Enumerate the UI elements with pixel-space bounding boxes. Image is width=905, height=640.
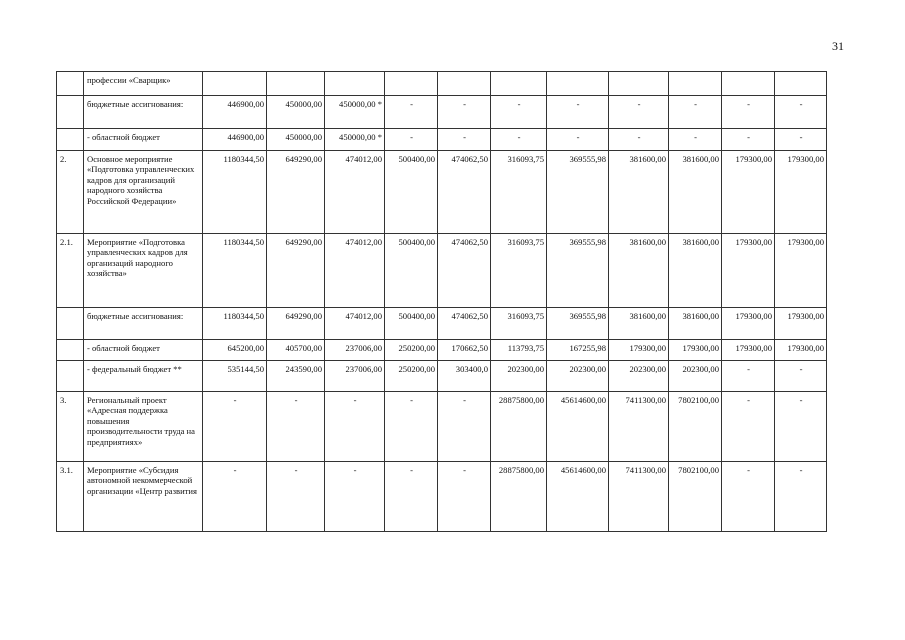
value-cell: -	[669, 129, 722, 151]
row-name-cell: профессии «Сварщик»	[84, 72, 203, 96]
value-cell: -	[267, 392, 325, 462]
value-cell	[669, 72, 722, 96]
value-cell	[547, 72, 609, 96]
value-cell: 446900,00	[203, 96, 267, 129]
value-cell: 113793,75	[491, 340, 547, 361]
value-cell: 369555,98	[547, 234, 609, 308]
value-cell: 45614600,00	[547, 462, 609, 532]
value-cell: 179300,00	[775, 234, 827, 308]
row-name-cell: бюджетные ассигнования:	[84, 96, 203, 129]
value-cell: 28875800,00	[491, 462, 547, 532]
row-number-cell	[57, 72, 84, 96]
value-cell: 179300,00	[775, 308, 827, 340]
value-cell: 1180344,50	[203, 234, 267, 308]
value-cell: 450000,00 *	[325, 129, 385, 151]
value-cell: 7802100,00	[669, 462, 722, 532]
value-cell: -	[385, 392, 438, 462]
value-cell	[267, 72, 325, 96]
value-cell: -	[491, 129, 547, 151]
row-number-cell: 3.	[57, 392, 84, 462]
value-cell: -	[547, 96, 609, 129]
table-row	[57, 340, 827, 361]
value-cell: 202300,00	[609, 361, 669, 392]
value-cell: 500400,00	[385, 308, 438, 340]
value-cell: -	[438, 96, 491, 129]
value-cell: 645200,00	[203, 340, 267, 361]
value-cell: 369555,98	[547, 151, 609, 234]
value-cell: -	[609, 129, 669, 151]
value-cell: 450000,00	[267, 129, 325, 151]
table-row	[57, 308, 827, 340]
value-cell: 405700,00	[267, 340, 325, 361]
value-cell: 167255,98	[547, 340, 609, 361]
value-cell: 237006,00	[325, 340, 385, 361]
value-cell: 535144,50	[203, 361, 267, 392]
value-cell: 179300,00	[722, 234, 775, 308]
table-row	[57, 462, 827, 532]
value-cell: -	[775, 129, 827, 151]
value-cell: 202300,00	[491, 361, 547, 392]
value-cell: 474062,50	[438, 308, 491, 340]
value-cell: 474012,00	[325, 308, 385, 340]
value-cell: 45614600,00	[547, 392, 609, 462]
value-cell	[325, 72, 385, 96]
value-cell: 179300,00	[722, 340, 775, 361]
row-name-cell: Основное мероприятие «Подготовка управленческих кадров для организаций народного хозяйства Российской Федерации»	[84, 151, 203, 234]
value-cell: 250200,00	[385, 340, 438, 361]
value-cell: 474012,00	[325, 151, 385, 234]
row-name-cell: бюджетные ассигнования:	[84, 308, 203, 340]
value-cell: 369555,98	[547, 308, 609, 340]
value-cell: 446900,00	[203, 129, 267, 151]
row-number-cell	[57, 129, 84, 151]
value-cell	[722, 72, 775, 96]
value-cell: -	[325, 462, 385, 532]
value-cell: 450000,00 *	[325, 96, 385, 129]
value-cell: -	[438, 392, 491, 462]
value-cell: 243590,00	[267, 361, 325, 392]
table-row	[57, 234, 827, 308]
row-name-cell: - областной бюджет	[84, 340, 203, 361]
value-cell: -	[203, 392, 267, 462]
value-cell: -	[722, 361, 775, 392]
value-cell	[203, 72, 267, 96]
value-cell: 179300,00	[722, 151, 775, 234]
budget-table	[56, 71, 827, 532]
value-cell: 381600,00	[609, 151, 669, 234]
value-cell: 179300,00	[722, 308, 775, 340]
value-cell: 179300,00	[669, 340, 722, 361]
value-cell: 28875800,00	[491, 392, 547, 462]
row-number-cell	[57, 308, 84, 340]
value-cell: -	[203, 462, 267, 532]
value-cell: -	[438, 129, 491, 151]
value-cell: 500400,00	[385, 151, 438, 234]
value-cell: 202300,00	[547, 361, 609, 392]
value-cell: 649290,00	[267, 234, 325, 308]
value-cell: 474062,50	[438, 151, 491, 234]
value-cell: 250200,00	[385, 361, 438, 392]
value-cell: 1180344,50	[203, 308, 267, 340]
page-number: 31	[832, 39, 844, 53]
value-cell: 7411300,00	[609, 462, 669, 532]
value-cell: 202300,00	[669, 361, 722, 392]
row-number-cell	[57, 361, 84, 392]
value-cell	[491, 72, 547, 96]
value-cell: 179300,00	[775, 151, 827, 234]
value-cell	[438, 72, 491, 96]
value-cell: -	[385, 129, 438, 151]
value-cell: 450000,00	[267, 96, 325, 129]
value-cell: 237006,00	[325, 361, 385, 392]
value-cell: 303400,0	[438, 361, 491, 392]
value-cell: 500400,00	[385, 234, 438, 308]
row-number-cell: 2.	[57, 151, 84, 234]
table-row	[57, 96, 827, 129]
value-cell: -	[438, 462, 491, 532]
value-cell: -	[491, 96, 547, 129]
value-cell	[775, 72, 827, 96]
value-cell	[609, 72, 669, 96]
value-cell: -	[385, 462, 438, 532]
row-name-cell: Мероприятие «Подготовка управленческих кадров для организаций народного хозяйства»	[84, 234, 203, 308]
value-cell: -	[267, 462, 325, 532]
value-cell: 179300,00	[775, 340, 827, 361]
value-cell: 381600,00	[669, 151, 722, 234]
table-row	[57, 129, 827, 151]
row-number-cell	[57, 340, 84, 361]
table-row	[57, 72, 827, 96]
row-name-cell: - областной бюджет	[84, 129, 203, 151]
row-number-cell: 2.1.	[57, 234, 84, 308]
value-cell: 7802100,00	[669, 392, 722, 462]
value-cell: 381600,00	[669, 234, 722, 308]
value-cell: -	[722, 129, 775, 151]
value-cell: -	[775, 392, 827, 462]
value-cell: 649290,00	[267, 151, 325, 234]
value-cell: -	[547, 129, 609, 151]
row-name-cell: - федеральный бюджет **	[84, 361, 203, 392]
value-cell: -	[609, 96, 669, 129]
value-cell: -	[325, 392, 385, 462]
value-cell: -	[775, 96, 827, 129]
value-cell: 316093,75	[491, 151, 547, 234]
table-row	[57, 392, 827, 462]
value-cell: -	[722, 96, 775, 129]
table-row	[57, 151, 827, 234]
value-cell: 316093,75	[491, 234, 547, 308]
value-cell: 179300,00	[609, 340, 669, 361]
value-cell: -	[669, 96, 722, 129]
row-name-cell: Мероприятие «Субсидия автономной некоммерческой организации «Центр развития	[84, 462, 203, 532]
value-cell: 474062,50	[438, 234, 491, 308]
value-cell: 316093,75	[491, 308, 547, 340]
value-cell: -	[722, 462, 775, 532]
row-name-cell: Региональный проект «Адресная поддержка повышения производительности труда на предприятиях»	[84, 392, 203, 462]
value-cell: 1180344,50	[203, 151, 267, 234]
value-cell: -	[775, 462, 827, 532]
value-cell: 170662,50	[438, 340, 491, 361]
value-cell: 381600,00	[609, 308, 669, 340]
row-number-cell: 3.1.	[57, 462, 84, 532]
value-cell: -	[775, 361, 827, 392]
value-cell	[385, 72, 438, 96]
row-number-cell	[57, 96, 84, 129]
table-row	[57, 361, 827, 392]
value-cell: 381600,00	[609, 234, 669, 308]
value-cell: 649290,00	[267, 308, 325, 340]
value-cell: -	[385, 96, 438, 129]
value-cell: 7411300,00	[609, 392, 669, 462]
value-cell: 474012,00	[325, 234, 385, 308]
value-cell: -	[722, 392, 775, 462]
value-cell: 381600,00	[669, 308, 722, 340]
